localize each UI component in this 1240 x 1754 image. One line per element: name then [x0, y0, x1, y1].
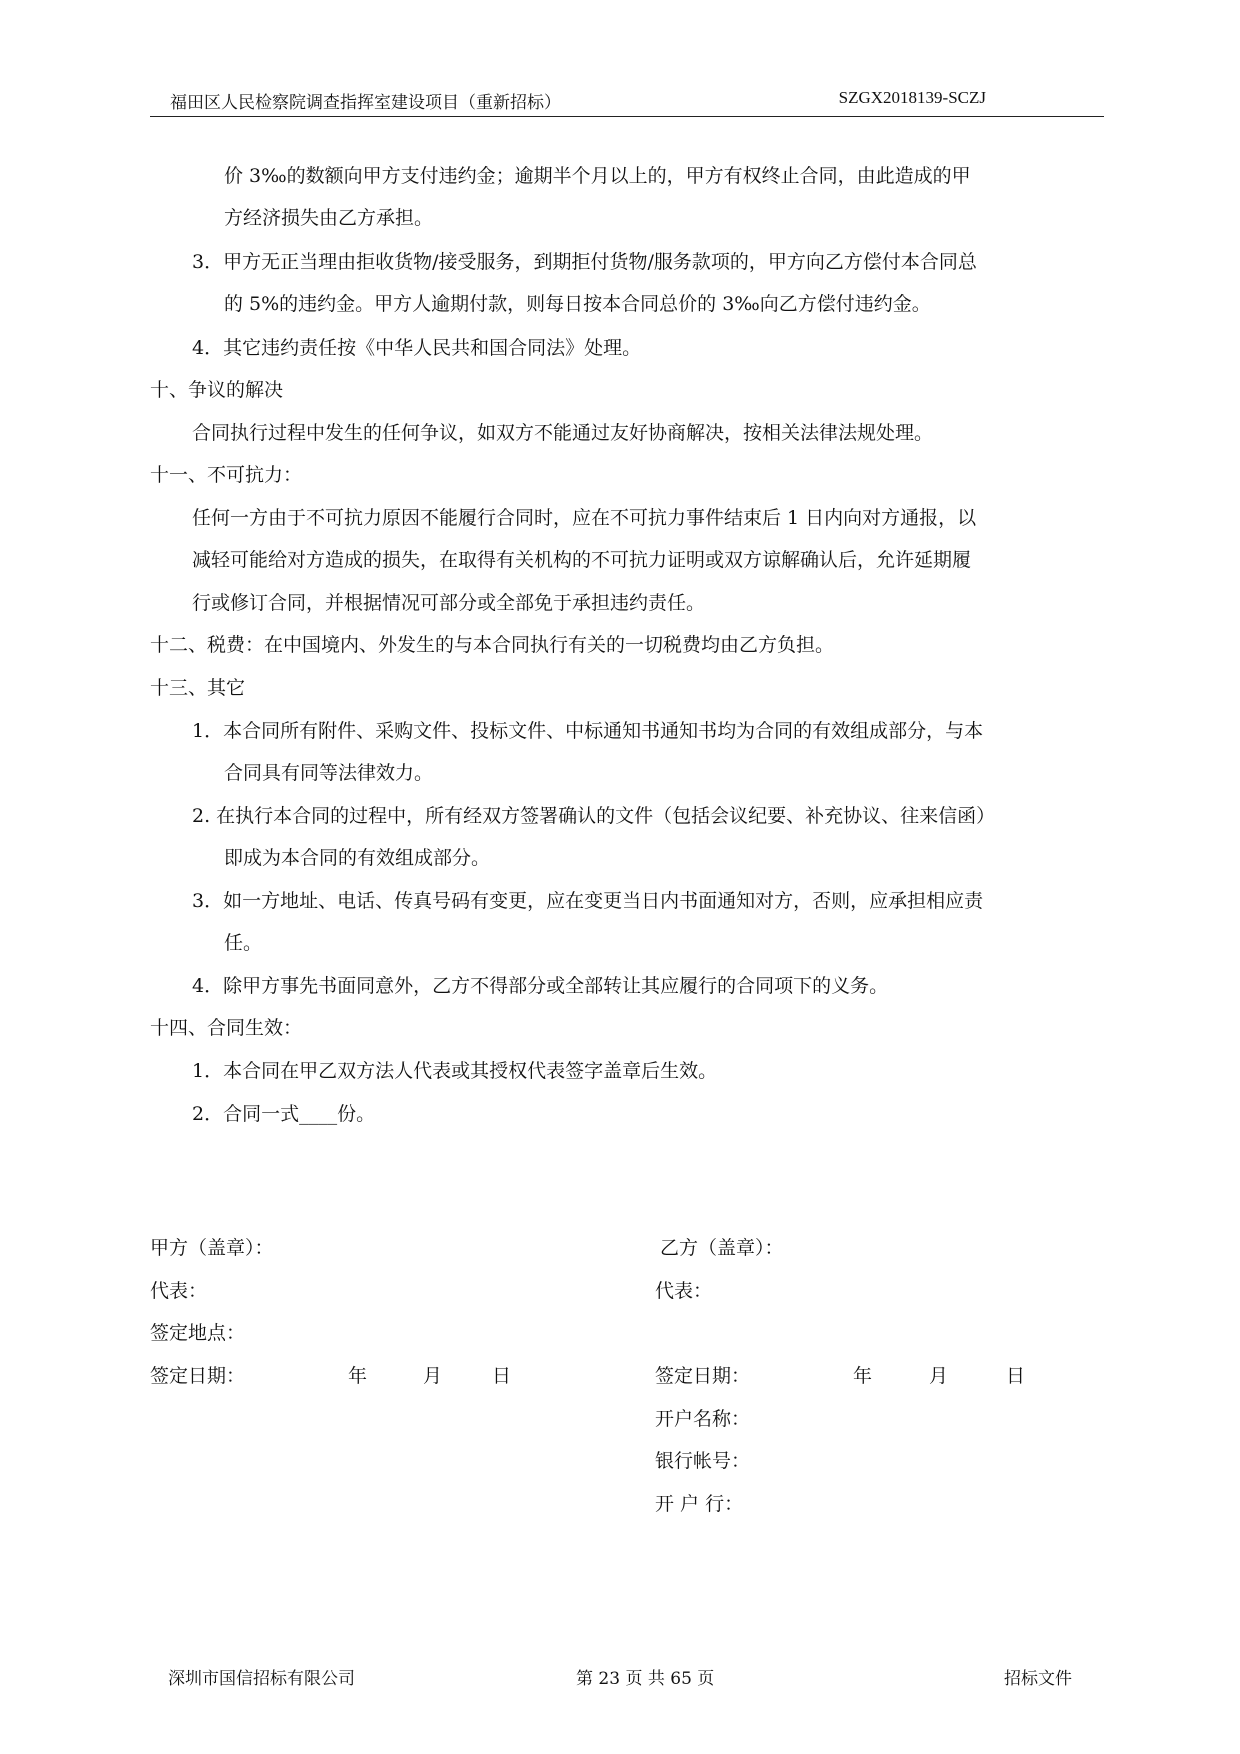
body-line: 行或修订合同，并根据情况可部分或全部免于承担违约责任。	[192, 592, 706, 614]
body-line: 任。	[224, 932, 263, 954]
body-line: 4．其它违约责任按《中华人民共和国合同法》处理。	[192, 337, 642, 359]
party-b-year: 年	[853, 1365, 873, 1387]
footer-company: 深圳市国信招标有限公司	[168, 1669, 355, 1689]
footer-doc-type: 招标文件	[1004, 1669, 1072, 1689]
body-line: 2．合同一式____份。	[192, 1103, 376, 1125]
party-b-date-label: 签定日期：	[655, 1365, 751, 1387]
body-line: 合同执行过程中发生的任何争议，如双方不能通过友好协商解决，按相关法律法规处理。	[192, 422, 934, 444]
party-a-rep: 代表：	[150, 1280, 208, 1302]
party-b-day: 日	[1006, 1365, 1026, 1387]
party-a-seal: 甲方（盖章）：	[150, 1237, 274, 1259]
party-b-seal: 乙方（盖章）：	[660, 1237, 784, 1259]
party-b-month: 月	[929, 1365, 949, 1387]
party-a-day: 日	[492, 1365, 512, 1387]
section-heading: 十三、其它	[150, 677, 246, 699]
party-b-rep: 代表：	[655, 1280, 713, 1302]
section-heading: 十四、合同生效：	[150, 1017, 303, 1039]
header-title: 福田区人民检察院调查指挥室建设项目（重新招标）	[170, 93, 561, 113]
body-line: 任何一方由于不可抗力原因不能履行合同时，应在不可抗力事件结束后 1 日内向对方通报，以	[192, 507, 977, 529]
party-a-month: 月	[423, 1365, 443, 1387]
header-code: SZGX2018139-SCZJ	[838, 88, 986, 107]
section-heading: 十一、不可抗力：	[150, 464, 303, 486]
body-line: 方经济损失由乙方承担。	[224, 207, 434, 229]
party-b-bank: 开 户 行：	[655, 1493, 744, 1515]
party-b-bank-account: 银行帐号：	[655, 1450, 751, 1472]
body-line: 减轻可能给对方造成的损失，在取得有关机构的不可抗力证明或双方谅解确认后，允许延期履	[192, 549, 972, 571]
body-line: 即成为本合同的有效组成部分。	[224, 847, 491, 869]
body-line: 价 3‰的数额向甲方支付违约金；逾期半个月以上的，甲方有权终止合同，由此造成的甲	[224, 165, 971, 187]
party-a-place: 签定地点：	[150, 1322, 246, 1344]
body-line: 1．本合同在甲乙双方法人代表或其授权代表签字盖章后生效。	[192, 1060, 718, 1082]
body-line: 的 5%的违约金。甲方人逾期付款，则每日按本合同总价的 3‰向乙方偿付违约金。	[224, 293, 931, 315]
body-line: 1．本合同所有附件、采购文件、投标文件、中标通知书通知书均为合同的有效组成部分，与本	[192, 720, 984, 742]
body-line: 合同具有同等法律效力。	[224, 762, 434, 784]
body-line: 2. 在执行本合同的过程中，所有经双方签署确认的文件（包括会议纪要、补充协议、往来信函）	[192, 805, 996, 827]
body-line: 3．如一方地址、电话、传真号码有变更，应在变更当日内书面通知对方，否则，应承担相应责	[192, 890, 984, 912]
party-b-account-name: 开户名称：	[655, 1408, 751, 1430]
body-line: 3．甲方无正当理由拒收货物/接受服务，到期拒付货物/服务款项的，甲方向乙方偿付本合同总	[192, 251, 977, 273]
section-heading: 十二、税费：在中国境内、外发生的与本合同执行有关的一切税费均由乙方负担。	[150, 634, 835, 656]
page-footer	[150, 1664, 1104, 1690]
body-line: 4．除甲方事先书面同意外，乙方不得部分或全部转让其应履行的合同项下的义务。	[192, 975, 889, 997]
section-heading: 十、争议的解决	[150, 379, 284, 401]
party-a-date-label: 签定日期：	[150, 1365, 246, 1387]
page-header	[150, 86, 1104, 117]
footer-page-number: 第 23 页 共 65 页	[576, 1669, 715, 1689]
party-a-year: 年	[348, 1365, 368, 1387]
